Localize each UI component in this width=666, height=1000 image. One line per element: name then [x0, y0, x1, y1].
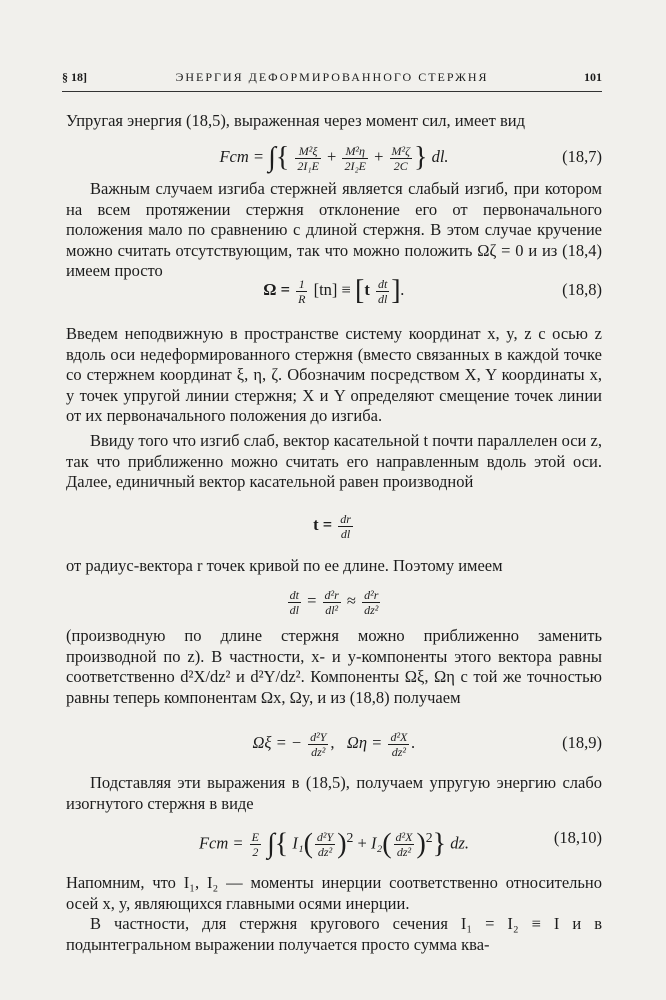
- equation-number: (18,9): [562, 733, 602, 752]
- equation-number: (18,7): [562, 147, 602, 166]
- header-rule: [62, 91, 602, 92]
- paragraph-5: от радиус-вектора r точек кривой по ее длине. Поэтому имеем: [66, 556, 503, 575]
- paragraph-3: Введем неподвижную в пространстве систему координат x, y, z с осью z вдоль оси недеформированного стержня (вместо связанных в каждой точке со стержнем координат ξ, η, ζ. Обозначим посредством X, Y координаты x, y точек упругой линии стержня; X и Y определяют смещение точек линии от их первоначального положения до изгиба.: [66, 324, 602, 425]
- paragraph-9: В частности, для стержня кругового сечения I₁ = I₂ ≡ I и в подынтегральном выражении получается просто сумма ква-: [66, 914, 602, 954]
- equation-18-8: Ω = $\frac{1}{R}$ [tn] ≡ [t $\frac{dt}{dl}$ ]. (18,8): [66, 267, 602, 313]
- equation-18-7: Fст = ∫{ $\frac{\text{M²ξ}}{\text{2I₁E}}$ + $\frac{\text{M²η}}{\text{2I₂E}}$ + $\frac{\text{M²ζ}}{2C}$ } dl. (18,7): [66, 134, 602, 180]
- equation-18-10: Fст = $\frac{E}{2}$ ∫{ I₁( $\frac{\text{d²Y}}{\text{dz²}}$ )$^2$ + I₂( $\frac{\text{d²X}}{\text{dz²}}$ )$^2$} dz. (18,10): [66, 815, 602, 861]
- equation-tangent: t = $\frac{dr}{dl}$: [313, 511, 351, 541]
- paragraph-7: Подставляя эти выражения в (18,5), получаем упругую энергию слабо изогнутого стержня в виде: [66, 773, 602, 813]
- paragraph-2: Важным случаем изгиба стержней является слабый изгиб, при котором на всем протяжении стержня отклонение его от первоначального положения мало по сравнению с длиной стержня. В этом случае кручение можно считать отсутствующим, так что можно положить Ωζ = 0 и из (18,4) имеем просто: [66, 179, 602, 280]
- paragraph-6: (производную по длине стержня можно приближенно заменить производной по z). В частности, x- и y-компоненты этого вектора равны соответственно d²X/dz² и d²Y/dz². Компоненты Ωξ, Ωη с той же точностью равны теперь компонентам Ωx, Ωy, и из (18,8) получаем: [66, 626, 602, 707]
- paragraph-8: Напомним, что I₁, I₂ — моменты инерции соответственно относительно осей x, y, являющихся главными осями инерции.: [66, 873, 602, 913]
- page-title: ЭНЕРГИЯ ДЕФОРМИРОВАННОГО СТЕРЖНЯ: [175, 70, 489, 84]
- equation-number: (18,8): [562, 280, 602, 299]
- section-ref: § 18]: [62, 70, 87, 84]
- running-header: [62, 70, 602, 90]
- page-number: 101: [584, 70, 602, 84]
- paragraph-4: Ввиду того что изгиб слаб, вектор касательной t почти параллелен оси z, так что приближенно можно считать его направленным вдоль этой оси. Далее, единичный вектор касательной равен производной: [66, 431, 602, 491]
- equation-derivative: $\frac{dt}{dl}$ = $\frac{\text{d²r}}{\text{dl²}}$ ≈ $\frac{\text{d²r}}{\text{dz²}}$: [289, 587, 379, 617]
- paragraph-1: Упругая энергия (18,5), выраженная через момент сил, имеет вид: [66, 111, 525, 130]
- equation-number: (18,10): [553, 828, 602, 847]
- equation-18-9: Ωξ = − $\frac{\text{d²Y}}{\text{dz²}}$ , Ωη = $\frac{\text{d²X}}{\text{dz²}}$ . (18,9): [66, 720, 602, 766]
